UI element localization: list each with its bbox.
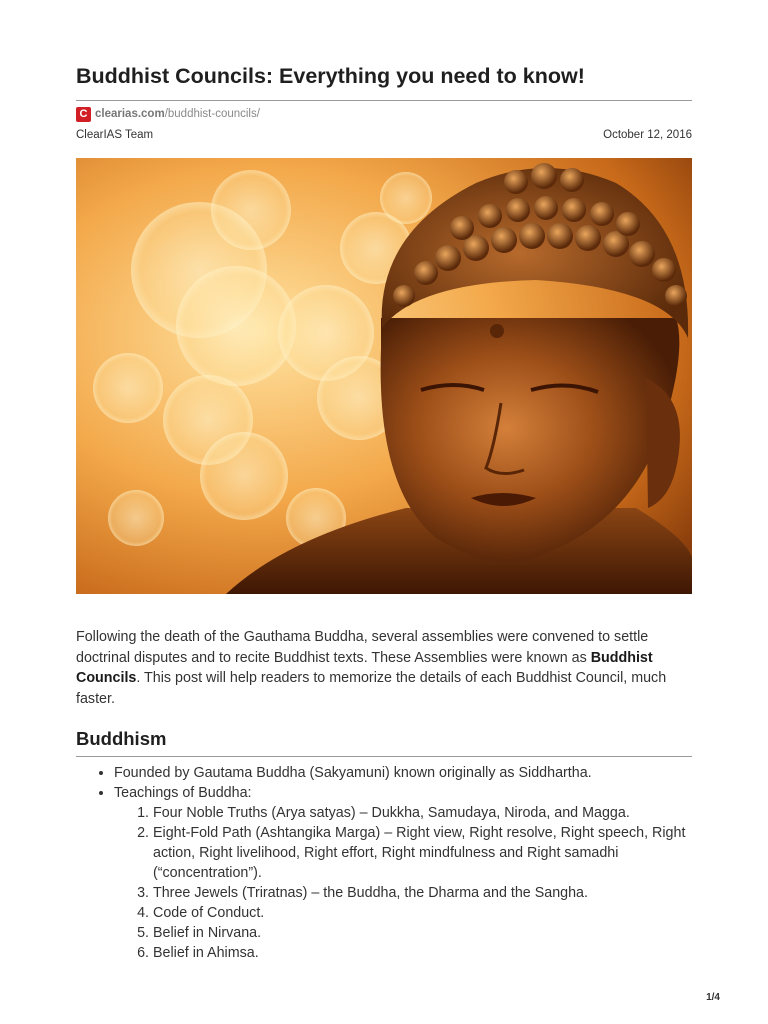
list-item: 4. Code of Conduct.	[153, 903, 692, 923]
list-item: 3. Three Jewels (Triratnas) – the Buddha, the Dharma and the Sangha.	[153, 883, 692, 903]
section-divider	[76, 756, 692, 757]
page-number: 1/4	[706, 992, 720, 1003]
publish-date: October 12, 2016	[603, 129, 692, 141]
list-item: 6. Belief in Ahimsa.	[153, 943, 692, 963]
list-item: 1. Four Noble Truths (Arya satyas) – Dukkha, Samudaya, Niroda, and Magga.	[153, 803, 692, 823]
intro-paragraph	[76, 627, 692, 709]
clearias-favicon-icon	[76, 107, 91, 122]
buddhism-bullet-list	[76, 763, 692, 963]
list-item-label: Teachings of Buddha:	[114, 785, 252, 801]
favicon-letter: C	[79, 107, 88, 120]
intro-bold-term: Buddhist Councils	[76, 649, 653, 686]
intro-text-start: Following the death of the Gauthama Buddha, several assemblies were convened to settle doctrinal disputes and to recite Buddhist texts. These Assemblies were known as	[76, 629, 649, 666]
article-meta	[76, 129, 692, 141]
title-divider	[76, 100, 692, 101]
source-url[interactable]	[76, 106, 260, 122]
source-domain[interactable]: clearias.com	[95, 108, 165, 120]
author: ClearIAS Team	[76, 129, 154, 141]
list-item: 5. Belief in Nirvana.	[153, 923, 692, 943]
section-heading: Buddhism	[76, 728, 167, 749]
list-item: • Founded by Gautama Buddha (Sakyamuni) known originally as Siddhartha.	[114, 763, 692, 783]
intro-text-end: . This post will help readers to memorize the details of each Buddhist Council, much faster.	[76, 670, 667, 707]
hero-image	[76, 158, 692, 594]
teachings-list	[114, 803, 692, 963]
source-path[interactable]: /buddhist-councils/	[164, 108, 260, 120]
list-item: 2. Eight-Fold Path (Ashtangika Marga) – Right view, Right resolve, Right speech, Right action, Right livelihood, Right effort, Right mindfulness and Right samadhi (“concentration”).	[153, 823, 692, 883]
list-item	[114, 783, 692, 963]
article-title: Buddhist Councils: Everything you need to know!	[76, 64, 585, 88]
